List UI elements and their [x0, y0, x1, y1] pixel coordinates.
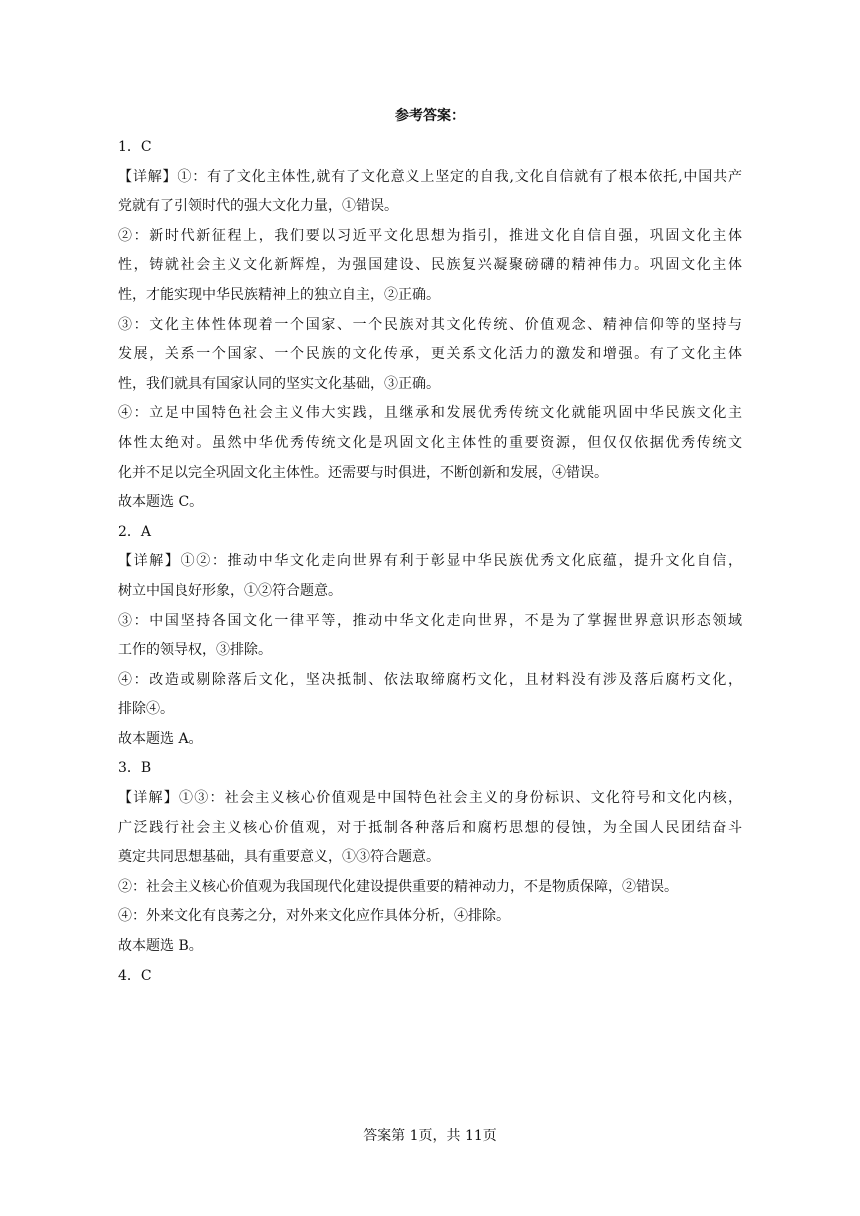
paragraph-line: ④：立足中国特色社会主义伟大实践，且继承和发展优秀传统文化就能巩固中华民族文化主	[118, 405, 742, 422]
paragraph-line: ④：外来文化有良莠之分，对外来文化应作具体分析，④排除。	[118, 908, 510, 925]
paragraph-line: 性，我们就具有国家认同的坚实文化基础，③正确。	[118, 375, 440, 392]
paragraph-line: 奠定共同思想基础，具有重要意义，①③符合题意。	[118, 849, 440, 866]
paragraph-line: 性，才能实现中华民族精神上的独立自主，②正确。	[118, 286, 440, 303]
paragraph-line: 体性太绝对。虽然中华优秀传统文化是巩固文化主体性的重要资源，但仅仅依据优秀传统文	[118, 434, 742, 451]
paragraph-line: 排除④。	[118, 701, 174, 718]
paragraph-line: 【详解】①：有了文化主体性,就有了文化意义上坚定的自我,文化自信就有了根本依托,中国共产	[118, 168, 742, 185]
answer-number: 2．A	[118, 523, 152, 540]
page-title: 参考答案：	[395, 108, 465, 124]
paragraph-line: ②：社会主义核心价值观为我国现代化建设提供重要的精神动力，不是物质保障，②错误。	[118, 878, 678, 895]
answer-number: 1．C	[118, 139, 152, 155]
page-footer: 答案第 1页，共 11页	[363, 1128, 497, 1144]
answer-conclusion: 故本题选 B。	[118, 938, 203, 955]
paragraph-line: 党就有了引领时代的强大文化力量，①错误。	[118, 198, 398, 215]
paragraph-line: 性，铸就社会主义文化新辉煌，为强国建设、民族复兴凝聚磅礴的精神伟力。巩固文化主体	[118, 257, 742, 274]
paragraph-line: ②：新时代新征程上，我们要以习近平文化思想为指引，推进文化自信自强，巩固文化主体	[118, 227, 742, 244]
paragraph-line: 【详解】①②：推动中华文化走向世界有利于彰显中华民族优秀文化底蕴，提升文化自信，	[118, 553, 742, 570]
paragraph-line: ③：文化主体性体现着一个国家、一个民族对其文化传统、价值观念、精神信仰等的坚持与	[118, 316, 742, 333]
paragraph-line: ④：改造或剔除落后文化，坚决抵制、依法取缔腐朽文化，且材料没有涉及落后腐朽文化，	[118, 671, 742, 688]
answer-conclusion: 故本题选 A。	[118, 730, 203, 747]
paragraph-line: 工作的领导权，③排除。	[118, 642, 272, 659]
paragraph-line: ③：中国坚持各国文化一律平等，推动中华文化走向世界，不是为了掌握世界意识形态领域	[118, 612, 742, 629]
paragraph-line: 化并不足以完全巩固文化主体性。还需要与时俱进，不断创新和发展，④错误。	[118, 464, 608, 481]
answer-conclusion: 故本题选 C。	[118, 494, 204, 511]
paragraph-line: 【详解】①③：社会主义核心价值观是中国特色社会主义的身份标识、文化符号和文化内核，	[118, 790, 742, 807]
answer-number: 4．C	[118, 967, 152, 984]
paragraph-line: 广泛践行社会主义核心价值观，对于抵制各种落后和腐朽思想的侵蚀，为全国人民团结奋斗	[118, 819, 742, 836]
answer-content	[118, 133, 742, 991]
paragraph-line: 树立中国良好形象，①②符合题意。	[118, 582, 342, 599]
answer-number: 3．B	[118, 760, 152, 777]
paragraph-line: 发展，关系一个国家、一个民族的文化传承，更关系文化活力的激发和增强。有了文化主体	[118, 346, 742, 363]
